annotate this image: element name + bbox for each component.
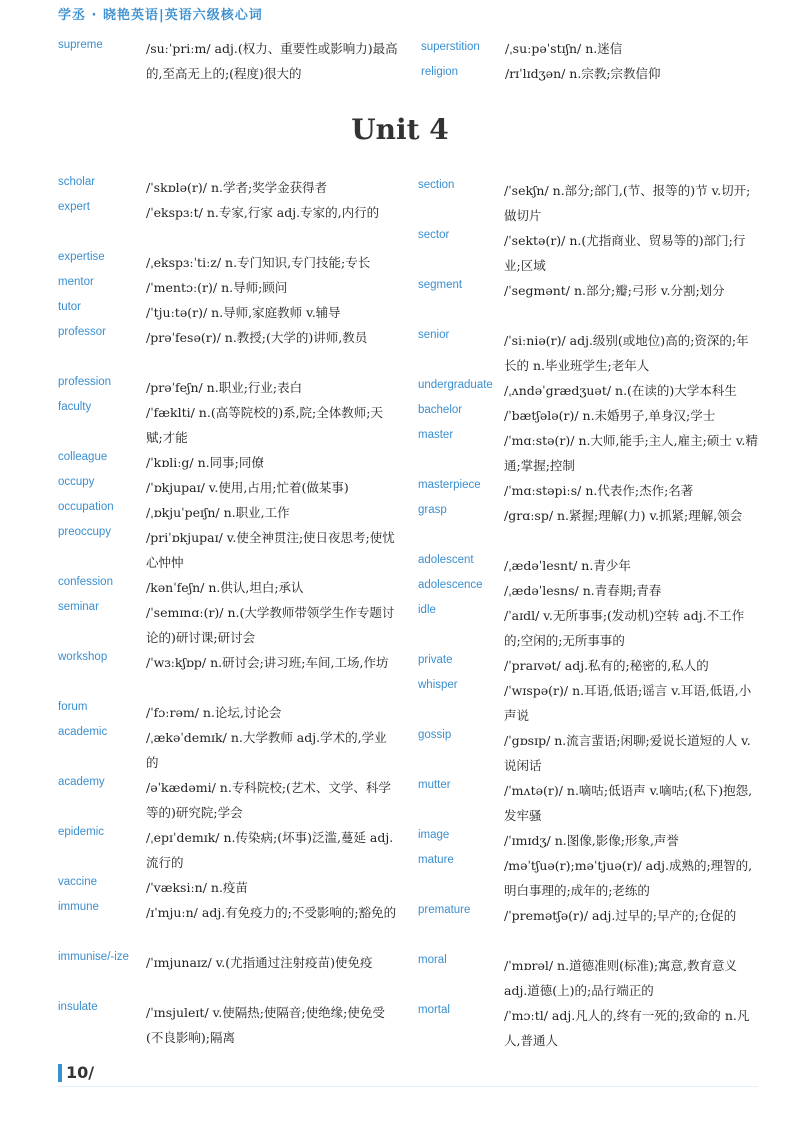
entry-definition: /ˈwɪspə(r)/ n.耳语,低语;谣言 v.耳语,低语,小声说: [504, 683, 752, 723]
entry-word: mortal: [418, 1004, 450, 1016]
list-item: [58, 326, 398, 376]
entry-word: idle: [418, 604, 436, 616]
entry-definition: /ˌekspɜːˈtiːz/ n.专门知识,专门技能;专长: [146, 255, 371, 270]
list-item: [418, 579, 760, 604]
entry-definition: /ˈfæklti/ n.(高等院校的)系,院;全体教师;天赋;才能: [146, 405, 383, 445]
entry-definition: /ɪˈmjuːn/ adj.有免疫力的;不受影响的;豁免的: [146, 905, 397, 920]
entry-definition: /ˈpraɪvət/ adj.私有的;秘密的,私人的: [504, 658, 709, 673]
page-number: 10/: [58, 1064, 94, 1082]
list-item: [58, 901, 398, 951]
list-item: [418, 554, 760, 579]
list-item: [418, 179, 760, 229]
entry-word: bachelor: [418, 404, 463, 416]
entry-word: epidemic: [58, 826, 105, 838]
entry-word: tutor: [58, 301, 82, 313]
entry-word: premature: [418, 904, 471, 916]
list-item: [418, 329, 760, 379]
entry-word: segment: [418, 279, 463, 291]
entry-word: masterpiece: [418, 479, 481, 491]
list-item: [418, 229, 760, 279]
list-item: [418, 904, 760, 954]
entry-definition: /ˌædəˈlesns/ n.青春期;青春: [504, 583, 662, 598]
entry-word: image: [418, 829, 450, 841]
entry-definition: /prəˈfeʃn/ n.职业;行业;表白: [146, 380, 303, 395]
entry-definition: /ˈmɒrəl/ n.道德准则(标准);寓意,教育意义 adj.道德(上)的;品行端正的: [504, 958, 738, 998]
entry-word: immunise/-ize: [58, 951, 129, 963]
entry-definition: /ˈmɔːtl/ adj.凡人的,终有一死的;致命的 n.凡人,普通人: [504, 1008, 750, 1048]
entry-word: grasp: [418, 504, 447, 516]
entry-word: colleague: [58, 451, 108, 463]
entry-word: occupation: [58, 501, 114, 513]
list-item: [58, 201, 398, 251]
list-item: [58, 1001, 398, 1051]
entry-definition: /ˈsegmənt/ n.部分;瓣;弓形 v.分割;划分: [504, 283, 725, 298]
entry-definition: /ˌʌndəˈgrædʒuət/ n.(在读的)大学本科生: [504, 383, 737, 398]
entry-definition: /ˈaɪdl/ v.无所事事;(发动机)空转 adj.不工作的;空闲的;无所事事的: [504, 608, 745, 648]
entry-definition: /ˈtjuːtə(r)/ n.导师,家庭教师 v.辅导: [146, 305, 341, 320]
list-item: [58, 651, 398, 701]
top-left-column: [58, 37, 398, 87]
entry-definition: /ˈgɒsɪp/ n.流言蜚语;闲聊;爱说长道短的人 v.说闲话: [504, 733, 751, 773]
list-item: [418, 679, 760, 729]
entry-word: seminar: [58, 601, 99, 613]
list-item: [58, 951, 398, 1001]
list-item: [58, 401, 398, 451]
right-column: [418, 179, 760, 1054]
list-item: [58, 701, 398, 726]
entry-definition: /prəˈfesə(r)/ n.教授;(大学的)讲师,教员: [146, 330, 368, 345]
entry-definition: /priˈɒkjupaɪ/ v.使全神贯注;使日夜思考;使忧心忡忡: [146, 530, 395, 570]
list-item: [421, 37, 761, 62]
entry-definition: /ˈɪmjunaɪz/ v.(尤指通过注射疫苗)使免疫: [146, 955, 373, 970]
list-item: [58, 526, 398, 576]
entry-word: adolescence: [418, 579, 483, 591]
entry-definition: /ˈsekʃn/ n.部分;部门,(节、报等的)节 v.切开;做切片: [504, 183, 751, 223]
entry-word: vaccine: [58, 876, 97, 888]
entry-word: mentor: [58, 276, 94, 288]
list-item: [58, 176, 398, 201]
entry-definition: /ˈmɑːstə(r)/ n.大师,能手;主人,雇主;硕士 v.精通;掌握;控制: [504, 433, 758, 473]
unit-title: Unit 4: [351, 113, 449, 146]
entry-word: workshop: [58, 651, 108, 663]
entry-definition: /ˈɒkjupaɪ/ v.使用,占用;忙着(做某事): [146, 480, 349, 495]
entry-word: adolescent: [418, 554, 474, 566]
entry-word: supreme: [58, 39, 103, 51]
list-item: [58, 301, 398, 326]
list-item: [58, 776, 398, 826]
list-item: [58, 376, 398, 401]
entry-definition: /grɑːsp/ n.紧握;理解(力) v.抓紧;理解,领会: [504, 508, 743, 523]
list-item: [418, 429, 760, 479]
entry-definition: /ˈpremətʃə(r)/ adj.过早的;早产的;仓促的: [504, 908, 737, 923]
list-item: [418, 954, 760, 1004]
list-item: [418, 404, 760, 429]
left-column: [58, 176, 398, 1051]
list-item: [58, 876, 398, 901]
entry-word: private: [418, 654, 453, 666]
list-item: [418, 279, 760, 329]
entry-definition: /ˈskɒlə(r)/ n.学者;奖学金获得者: [146, 180, 328, 195]
list-item: [418, 1004, 760, 1054]
entry-word: academic: [58, 726, 108, 738]
entry-definition: /ˈmentɔː(r)/ n.导师;顾问: [146, 280, 288, 295]
list-item: [418, 379, 760, 404]
entry-word: gossip: [418, 729, 452, 741]
page-header: [0, 0, 800, 24]
entry-definition: /ˌɒkjuˈpeɪʃn/ n.职业,工作: [146, 505, 290, 520]
list-item: [418, 504, 760, 554]
entry-definition: /ˈwɜːkʃɒp/ n.研讨会;讲习班;车间,工场,作坊: [146, 655, 389, 670]
entry-word: insulate: [58, 1001, 98, 1013]
entry-word: section: [418, 179, 455, 191]
entry-word: moral: [418, 954, 447, 966]
entry-definition: /ˈsiːniə(r)/ adj.级别(或地位)高的;资深的;年长的 n.毕业班学生;老年人: [504, 333, 749, 373]
list-item: [58, 726, 398, 776]
entry-definition: /ˈkɒliːg/ n.同事;同僚: [146, 455, 264, 470]
list-item: [58, 601, 398, 651]
list-item: [58, 476, 398, 501]
entry-definition: /ˌsuːpəˈstɪʃn/ n.迷信: [505, 41, 623, 56]
entry-word: academy: [58, 776, 105, 788]
list-item: [58, 451, 398, 476]
entry-word: immune: [58, 901, 99, 913]
entry-word: scholar: [58, 176, 96, 188]
list-item: [418, 654, 760, 679]
header-title: 学丞 · 晓艳英语|英语六级核心词: [58, 8, 263, 23]
entry-definition: /ˌækəˈdemɪk/ n.大学教师 adj.学术的,学业的: [146, 730, 387, 770]
entry-word: preoccupy: [58, 526, 112, 538]
entry-word: expert: [58, 201, 90, 213]
list-item: [418, 779, 760, 829]
entry-definition: /ˈbætʃələ(r)/ n.未婚男子,单身汉;学士: [504, 408, 716, 423]
entry-word: profession: [58, 376, 112, 388]
entry-definition: /ˌepɪˈdemɪk/ n.传染病;(坏事)泛滥,蔓延 adj.流行的: [146, 830, 394, 870]
entry-definition: /ˈɪmɪdʒ/ n.图像,影像;形象,声誉: [504, 833, 679, 848]
list-item: [418, 854, 760, 904]
list-item: [58, 37, 398, 87]
list-item: [58, 826, 398, 876]
entry-word: master: [418, 429, 454, 441]
entry-word: senior: [418, 329, 450, 341]
entry-definition: /suːˈpriːm/ adj.(权力、重要性或影响力)最高的,至高无上的;(程度)很大的: [146, 41, 398, 81]
entry-definition: /ˈfɔːrəm/ n.论坛,讨论会: [146, 705, 282, 720]
list-item: [58, 251, 398, 276]
entry-word: confession: [58, 576, 113, 588]
entry-definition: /rɪˈlɪdʒən/ n.宗教;宗教信仰: [505, 66, 661, 81]
entry-word: superstition: [421, 41, 480, 53]
list-item: [421, 62, 761, 87]
entry-word: sector: [418, 229, 450, 241]
entry-word: occupy: [58, 476, 95, 488]
entry-definition: /ˈsemɪnɑː(r)/ n.(大学教师带领学生作专题讨论的)研讨课;研讨会: [146, 605, 395, 645]
entry-word: forum: [58, 701, 88, 713]
entry-word: expertise: [58, 251, 105, 263]
entry-definition: /ˈvæksiːn/ n.疫苗: [146, 880, 248, 895]
entry-definition: /ˈmʌtə(r)/ n.嘀咕;低语声 v.嘀咕;(私下)抱怨,发牢骚: [504, 783, 753, 823]
entry-definition: /ˈsektə(r)/ n.(尤指商业、贸易等的)部门;行业;区域: [504, 233, 746, 273]
entry-definition: /əˈkædəmi/ n.专科院校;(艺术、文学、科学等的)研究院;学会: [146, 780, 391, 820]
entry-definition: /kənˈfeʃn/ n.供认,坦白;承认: [146, 580, 304, 595]
entry-word: undergraduate: [418, 379, 493, 391]
entry-definition: /məˈtʃuə(r);məˈtjuə(r)/ adj.成熟的;理智的,明白事理的;成年的;老练的: [504, 858, 753, 898]
entry-word: mature: [418, 854, 454, 866]
entry-definition: /ˌædəˈlesnt/ n.青少年: [504, 558, 631, 573]
entry-word: whisper: [418, 679, 458, 691]
list-item: [418, 829, 760, 854]
list-item: [58, 276, 398, 301]
list-item: [418, 729, 760, 779]
list-item: [58, 501, 398, 526]
top-right-column: [421, 37, 761, 87]
entry-word: mutter: [418, 779, 451, 791]
entry-definition: /ˈekspɜːt/ n.专家,行家 adj.专家的,内行的: [146, 205, 380, 220]
entry-word: faculty: [58, 401, 92, 413]
entry-word: religion: [421, 66, 459, 78]
entry-definition: /ˈɪnsjuleɪt/ v.使隔热;使隔音;使绝缘;使免受(不良影响);隔离: [146, 1005, 385, 1045]
entry-definition: /ˈmɑːstəpiːs/ n.代表作;杰作;名著: [504, 483, 694, 498]
entry-word: professor: [58, 326, 106, 338]
list-item: [418, 604, 760, 654]
footer-divider: [58, 1086, 758, 1087]
list-item: [58, 576, 398, 601]
list-item: [418, 479, 760, 504]
